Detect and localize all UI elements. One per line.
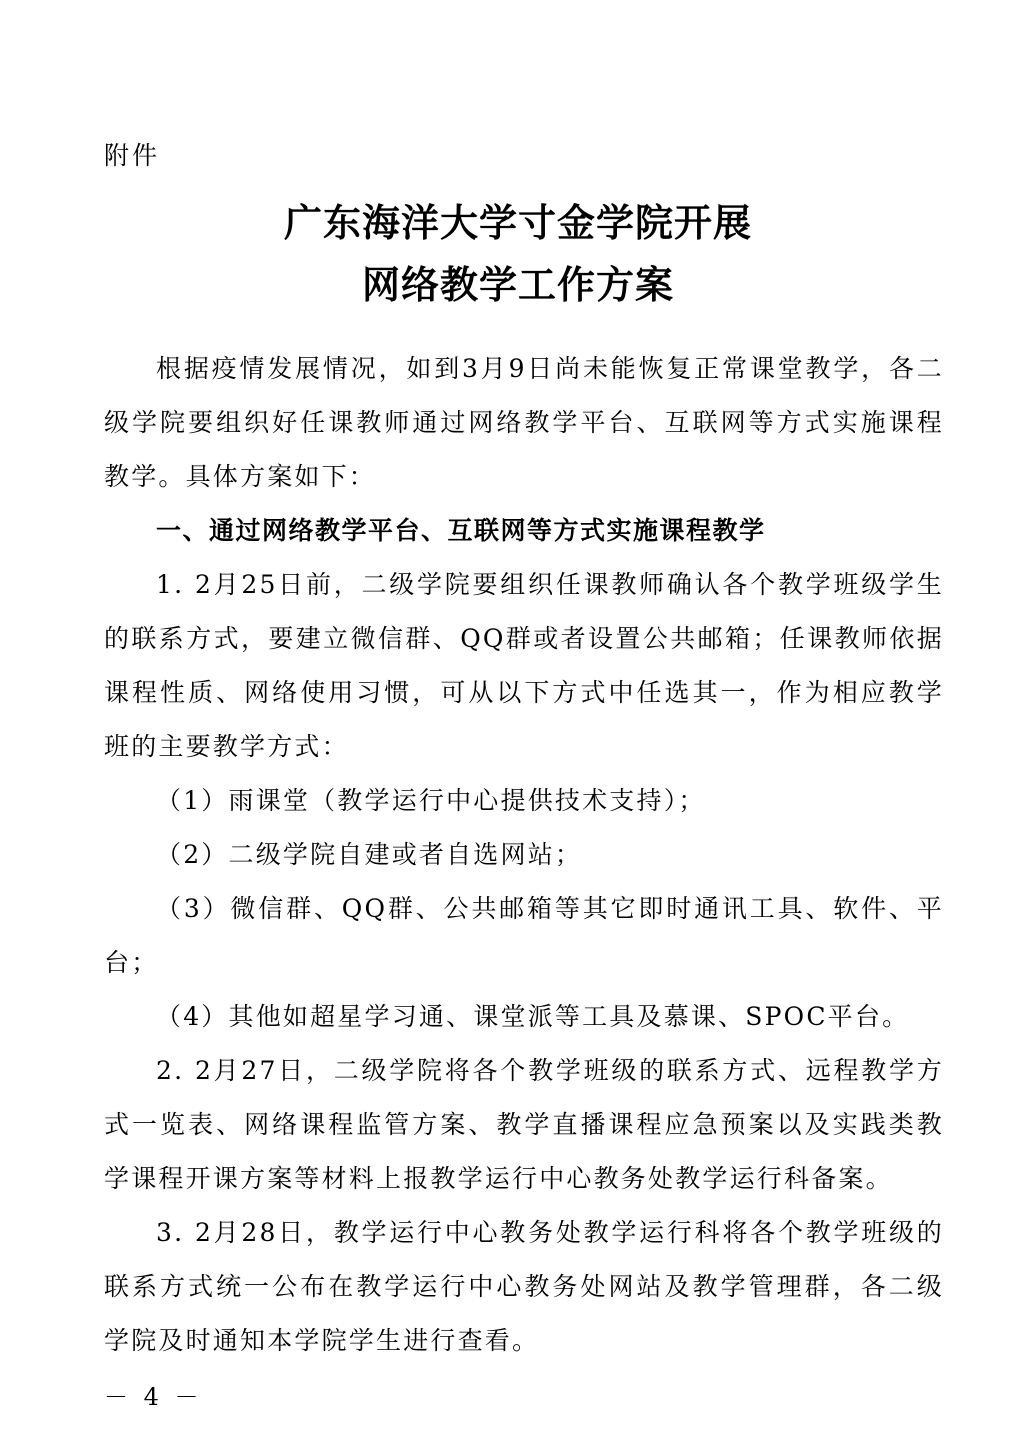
- option-item-3: （3）微信群、QQ群、公共邮箱等其它即时通讯工具、软件、平台；: [104, 894, 944, 977]
- item-paragraph-3: 3. 2月28日，教学运行中心教务处教学运行科将各个教学班级的联系方式统一公布在教学运行中心教务处网站及教学管理群，各二级学院及时通知本学院学生进行查看。: [104, 1218, 944, 1355]
- item-paragraph-2: 2. 2月27日，二级学院将各个教学班级的联系方式、远程教学方式一览表、网络课程监管方案、教学直播课程应急预案以及实践类教学课程开课方案等材料上报教学运行中心教务处教学运行科备案。: [104, 1056, 944, 1193]
- document-body: [104, 342, 944, 1368]
- document-title-line-1: 广东海洋大学寸金学院开展: [283, 200, 752, 245]
- option-item-4: （4）其他如超星学习通、课堂派等工具及慕课、SPOC平台。: [156, 1002, 910, 1031]
- intro-paragraph: 根据疫情发展情况，如到3月9日尚未能恢复正常课堂教学，各二级学院要组织好任课教师通过网络教学平台、互联网等方式实施课程教学。具体方案如下：: [104, 354, 944, 491]
- option-item-1: （1）雨课堂（教学运行中心提供技术支持）；: [156, 786, 706, 815]
- attachment-label: 附件: [104, 141, 161, 170]
- item-paragraph-1: 1. 2月25日前，二级学院要组织任课教师确认各个教学班级学生的联系方式，要建立微信群、QQ群或者设置公共邮箱；任课教师依据课程性质、网络使用习惯，可从以下方式中任选其一，作为相应教学班的主要教学方式：: [104, 570, 944, 761]
- document-title-line-2: 网络教学工作方案: [361, 262, 674, 307]
- page-number: － 4 －: [104, 1383, 203, 1411]
- section-heading: 一、通过网络教学平台、互联网等方式实施课程教学: [156, 516, 766, 545]
- option-item-2: （2）二级学院自建或者自选网站；: [156, 840, 583, 869]
